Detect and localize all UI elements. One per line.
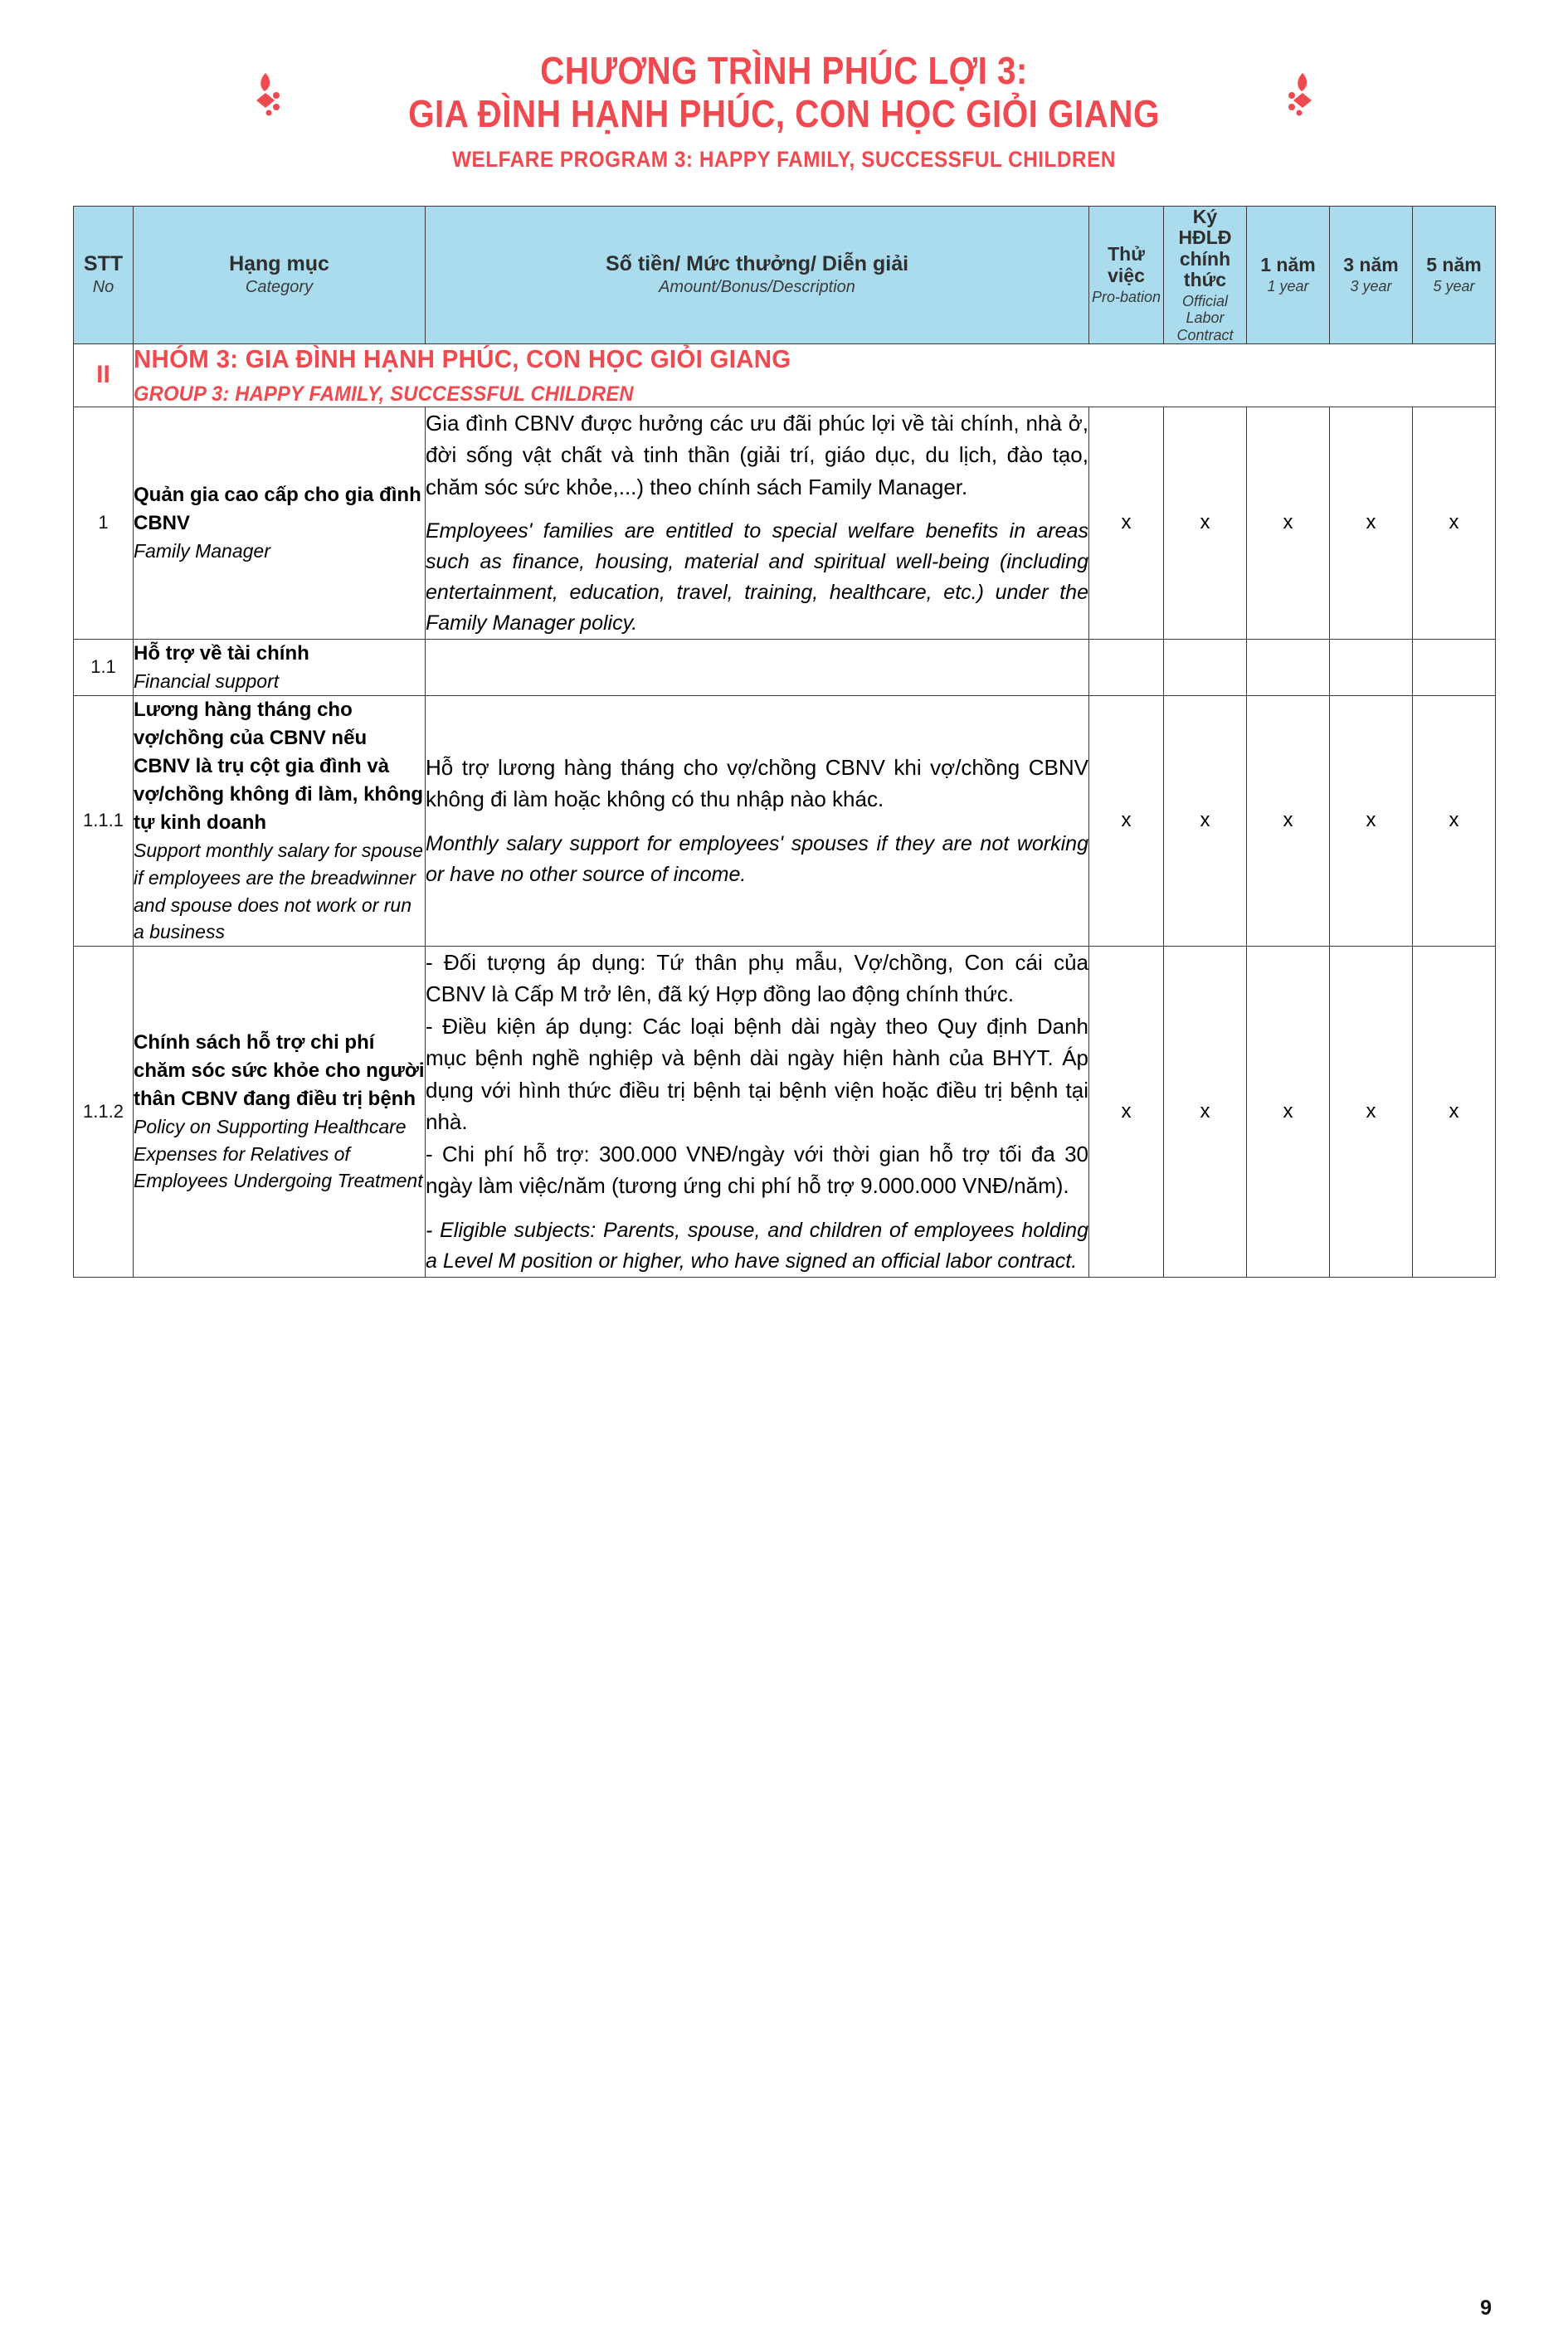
row-category-vn: Chính sách hỗ trợ chi phí chăm sóc sức khỏe cho người thân CBNV đang điều trị bệnh xyxy=(134,1030,425,1110)
row-category xyxy=(134,407,426,639)
col-header-description xyxy=(426,207,1089,344)
col-header-probation xyxy=(1089,207,1164,344)
col-header-year1 xyxy=(1247,207,1330,344)
row-year1-mark: x xyxy=(1247,946,1330,1277)
row-official-mark: x xyxy=(1164,695,1247,946)
group-number: II xyxy=(74,343,134,407)
row-description-vn: Hỗ trợ lương hàng tháng cho vợ/chồng CBNV khi vợ/chồng CBNV không đi làm hoặc không có thu nhập nào khác. xyxy=(426,754,1088,812)
col-header-official-contract-en: Official Labor Contract xyxy=(1176,293,1234,343)
row-description-en: - Eligible subjects: Parents, spouse, and children of employees holding a Level M position or higher, who have signed an official labor contract. xyxy=(426,1218,1088,1273)
col-header-description-en: Amount/Bonus/Description xyxy=(659,278,855,297)
table-row xyxy=(74,640,1496,696)
benefits-table-wrapper xyxy=(73,206,1495,1278)
table-row xyxy=(74,695,1496,946)
col-header-category-vn: Hạng mục xyxy=(229,251,329,275)
col-header-probation-vn: Thử việc xyxy=(1108,243,1145,286)
group-title-cell xyxy=(134,343,1496,407)
col-header-year5 xyxy=(1413,207,1496,344)
row-official-mark: x xyxy=(1164,946,1247,1277)
row-year1-mark: x xyxy=(1247,407,1330,639)
row-description xyxy=(426,407,1089,639)
table-row xyxy=(74,407,1496,639)
col-header-year1-vn: 1 năm xyxy=(1260,254,1316,276)
col-header-year3-en: 3 year xyxy=(1350,278,1392,295)
group-title-en: GROUP 3: HAPPY FAMILY, SUCCESSFUL CHILDREN xyxy=(134,382,634,406)
table-header-row xyxy=(74,207,1496,344)
row-description xyxy=(426,946,1089,1277)
row-category-en: Policy on Supporting Healthcare Expenses for Relatives of Employees Undergoing Treatment xyxy=(134,1115,423,1192)
row-description xyxy=(426,695,1089,946)
row-description-vn-1: - Đối tượng áp dụng: Tứ thân phụ mẫu, Vợ/chồng, Con cái của CBNV là Cấp M trở lên, đã ký Hợp đồng lao động chính thức. xyxy=(426,949,1088,1007)
row-category xyxy=(134,946,426,1277)
col-header-description-vn: Số tiền/ Mức thưởng/ Diễn giải xyxy=(605,251,909,275)
table-row xyxy=(74,946,1496,1277)
page-title-line2: GIA ĐÌNH HẠNH PHÚC, CON HỌC GIỎI GIANG xyxy=(408,91,1160,135)
col-header-year5-vn: 5 năm xyxy=(1426,254,1482,276)
row-year5-mark xyxy=(1413,640,1496,696)
row-official-mark xyxy=(1164,640,1247,696)
col-header-stt-vn: STT xyxy=(83,251,124,275)
table-header xyxy=(74,207,1496,344)
row-category-vn: Quản gia cao cấp cho gia đình CBNV xyxy=(134,483,421,535)
col-header-year1-en: 1 year xyxy=(1267,278,1309,295)
row-category-en: Family Manager xyxy=(134,540,270,562)
row-category-en: Support monthly salary for spouse if employees are the breadwinner and spouse does not work or run a business xyxy=(134,840,424,943)
row-stt: 1.1.2 xyxy=(74,946,134,1277)
col-header-year5-en: 5 year xyxy=(1433,278,1475,295)
row-description-vn-2: - Điều kiện áp dụng: Các loại bệnh dài ngày theo Quy định Danh mục bệnh nghề nghiệp và bệnh dài ngày hiện hành của BHYT. Áp dụng với hình thức điều trị bệnh tại bệnh viện hoặc điều trị bệnh tại nhà. xyxy=(426,1013,1088,1135)
row-stt: 1.1 xyxy=(74,640,134,696)
row-year5-mark: x xyxy=(1413,946,1496,1277)
page-header xyxy=(0,0,1568,173)
page-subtitle: WELFARE PROGRAM 3: HAPPY FAMILY, SUCCESSFUL CHILDREN xyxy=(452,147,1116,173)
group-heading-row xyxy=(74,343,1496,407)
col-header-year3-vn: 3 năm xyxy=(1343,254,1399,276)
row-year5-mark: x xyxy=(1413,407,1496,639)
col-header-stt xyxy=(74,207,134,344)
row-category xyxy=(134,640,426,696)
row-category-vn: Lương hàng tháng cho vợ/chồng của CBNV nếu CBNV là trụ cột gia đình và vợ/chồng không đi làm, không tự kinh doanh xyxy=(134,698,424,835)
row-category xyxy=(134,695,426,946)
benefits-table xyxy=(73,206,1496,1278)
col-header-category-en: Category xyxy=(245,278,314,297)
row-probation-mark: x xyxy=(1089,946,1164,1277)
row-description xyxy=(426,640,1089,696)
row-stt: 1 xyxy=(74,407,134,639)
page-title-line1: CHƯƠNG TRÌNH PHÚC LỢI 3: xyxy=(540,49,1028,92)
col-header-probation-en: Pro-bation xyxy=(1091,289,1161,306)
group-title-vn: NHÓM 3: GIA ĐÌNH HẠNH PHÚC, CON HỌC GIỎI GIANG xyxy=(134,343,791,373)
row-stt: 1.1.1 xyxy=(74,695,134,946)
row-official-mark: x xyxy=(1164,407,1247,639)
col-header-official-contract xyxy=(1164,207,1247,344)
row-description-vn: Gia đình CBNV được hưởng các ưu đãi phúc lợi về tài chính, nhà ở, đời sống vật chất và tinh thần (giải trí, giáo dục, du lịch, đào tạo, chăm sóc sức khỏe,...) theo chính sách Family Manager. xyxy=(426,410,1088,499)
row-category-vn: Hỗ trợ về tài chính xyxy=(134,642,309,665)
col-header-official-contract-vn: Ký HĐLĐ chính thức xyxy=(1178,206,1232,290)
table-body xyxy=(74,343,1496,1277)
col-header-category xyxy=(134,207,426,344)
page-number: 9 xyxy=(1480,2296,1492,2320)
row-year1-mark: x xyxy=(1247,695,1330,946)
row-year3-mark: x xyxy=(1330,407,1413,639)
row-description-en: Employees' families are entitled to special welfare benefits in areas such as finance, housing, material and spiritual well-being (including entertainment, education, travel, training, healthcare, etc.) under the Family Manager policy. xyxy=(426,519,1088,635)
col-header-year3 xyxy=(1330,207,1413,344)
row-year3-mark xyxy=(1330,640,1413,696)
row-year1-mark xyxy=(1247,640,1330,696)
row-probation-mark xyxy=(1089,640,1164,696)
row-category-en: Financial support xyxy=(134,670,280,693)
row-probation-mark: x xyxy=(1089,695,1164,946)
row-year3-mark: x xyxy=(1330,695,1413,946)
row-year3-mark: x xyxy=(1330,946,1413,1277)
row-description-en: Monthly salary support for employees' spouses if they are not working or have no other source of income. xyxy=(426,831,1088,886)
row-description-vn-3: - Chi phí hỗ trợ: 300.000 VNĐ/ngày với thời gian hỗ trợ tối đa 30 ngày làm việc/năm (tương ứng chi phí hỗ trợ 9.000.000 VNĐ/năm). xyxy=(426,1141,1088,1199)
row-probation-mark: x xyxy=(1089,407,1164,639)
row-year5-mark: x xyxy=(1413,695,1496,946)
col-header-stt-en: No xyxy=(92,278,114,297)
